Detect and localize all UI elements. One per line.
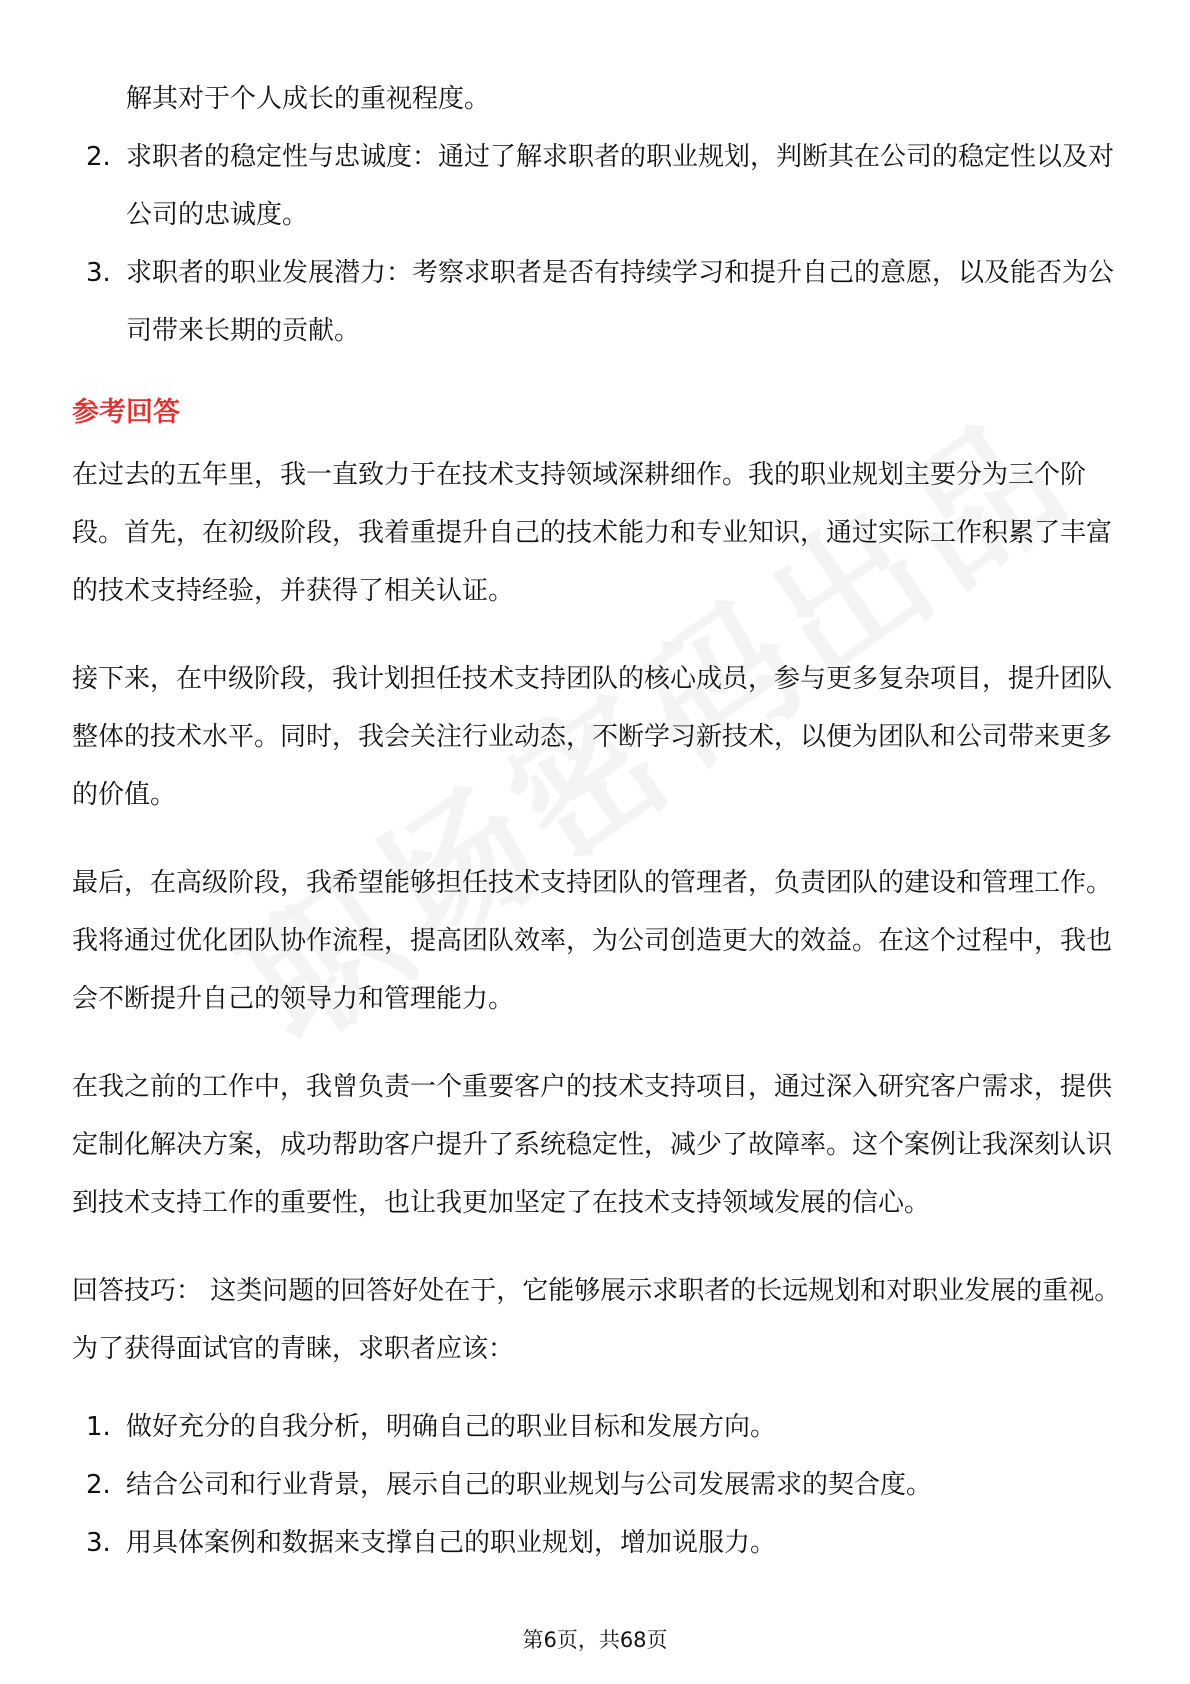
page-number: 第6页，共68页 xyxy=(522,1628,668,1652)
answer-paragraph: 接下来，在中级阶段，我计划担任技术支持团队的核心成员，参与更多复杂项目，提升团队整体的技术水平。同时，我会关注行业动态，不断学习新技术，以便为团队和公司带来更多的价值。 xyxy=(72,664,1113,810)
list-item xyxy=(72,1514,1122,1572)
list-item-text: 求职者的稳定性与忠诚度：通过了解求职者的职业规划，判断其在公司的稳定性以及对公司的忠诚度。 xyxy=(126,142,1115,230)
list-number: 2. xyxy=(86,142,111,172)
answer-paragraph: 在过去的五年里，我一直致力于在技术支持领域深耕细作。我的职业规划主要分为三个阶段。首先，在初级阶段，我着重提升自己的技术能力和专业知识，通过实际工作积累了丰富的技术支持经验，并获得了相关认证。 xyxy=(72,460,1113,606)
tips-list xyxy=(72,1398,1122,1572)
tips-paragraph: 回答技巧： 这类问题的回答好处在于，它能够展示求职者的长远规划和对职业发展的重视。为了获得面试官的青睐，求职者应该： xyxy=(72,1276,1121,1364)
list-number: 3. xyxy=(86,1528,111,1558)
list-number: 1. xyxy=(86,1412,111,1442)
intro-list xyxy=(72,128,1122,360)
list-item xyxy=(72,128,1122,244)
list-number: 2. xyxy=(86,1470,111,1500)
list-item-text: 用具体案例和数据来支撑自己的职业规划，增加说服力。 xyxy=(126,1528,777,1558)
list-item-text: 求职者的职业发展潜力：考察求职者是否有持续学习和提升自己的意愿，以及能否为公司带来长期的贡献。 xyxy=(126,258,1115,346)
list-item-text: 做好充分的自我分析，明确自己的职业目标和发展方向。 xyxy=(126,1412,777,1442)
page-content xyxy=(72,70,1122,1572)
answer-paragraph: 在我之前的工作中，我曾负责一个重要客户的技术支持项目，通过深入研究客户需求，提供定制化解决方案，成功帮助客户提升了系统稳定性，减少了故障率。这个案例让我深刻认识到技术支持工作的重要性，也让我更加坚定了在技术支持领域发展的信心。 xyxy=(72,1072,1113,1218)
list-continuation: 解其对于个人成长的重视程度。 xyxy=(126,84,491,114)
answer-paragraph: 最后，在高级阶段，我希望能够担任技术支持团队的管理者，负责团队的建设和管理工作。我将通过优化团队协作流程，提高团队效率，为公司创造更大的效益。在这个过程中，我也会不断提升自己的领导力和管理能力。 xyxy=(72,868,1113,1014)
list-item-text: 结合公司和行业背景，展示自己的职业规划与公司发展需求的契合度。 xyxy=(126,1470,933,1500)
list-item xyxy=(72,1456,1122,1514)
section-heading: 参考回答 xyxy=(72,397,180,428)
list-item xyxy=(72,244,1122,360)
list-number: 3. xyxy=(86,258,111,288)
list-item xyxy=(72,1398,1122,1456)
